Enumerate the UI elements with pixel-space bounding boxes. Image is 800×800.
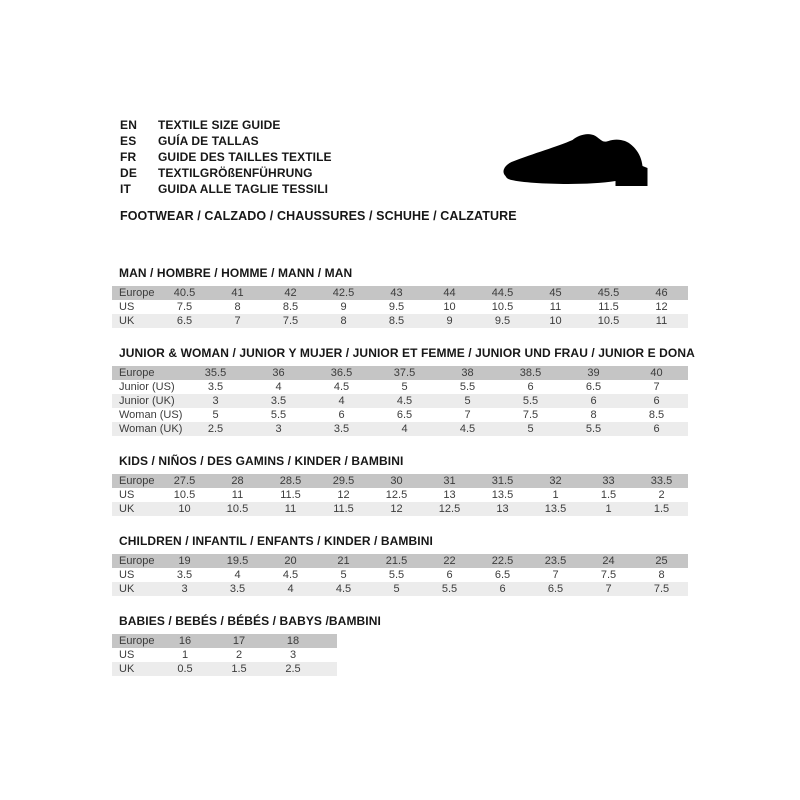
- language-code: DE: [120, 166, 138, 180]
- size-cell: 31.5: [491, 475, 514, 487]
- table-row: [112, 366, 688, 380]
- size-cell: 28.5: [279, 475, 302, 487]
- size-cell: 6: [338, 409, 345, 421]
- size-cell: 45.5: [597, 287, 620, 299]
- spacer-cell: [320, 648, 337, 662]
- table-title: CHILDREN / INFANTIL / ENFANTS / KINDER / BAMBINI: [119, 534, 433, 548]
- row-label: Junior (US): [119, 381, 175, 393]
- size-cell: 17: [232, 635, 246, 647]
- size-cell: 10.5: [226, 503, 249, 515]
- language-code: ES: [120, 134, 137, 148]
- size-cell: 7.5: [600, 569, 617, 581]
- size-cell: 12.5: [385, 489, 408, 501]
- size-table-section: [112, 454, 698, 516]
- row-label: Woman (US): [119, 409, 183, 421]
- size-cell: 25: [655, 555, 668, 567]
- size-cell: 6.5: [176, 315, 193, 327]
- size-cell: 10.5: [597, 315, 620, 327]
- row-label: Europe: [119, 287, 155, 299]
- language-code: IT: [120, 182, 132, 196]
- size-cell: 7: [464, 409, 471, 421]
- size-cell: 5: [340, 569, 347, 581]
- language-list: [120, 117, 517, 197]
- size-cell: 1: [181, 649, 189, 661]
- size-cell: 18: [286, 635, 300, 647]
- size-cell: 5.5: [585, 423, 602, 435]
- size-cell: 4: [234, 569, 241, 581]
- size-cell: 10.5: [173, 489, 196, 501]
- size-cell: 5: [393, 583, 400, 595]
- table-row: [112, 634, 337, 648]
- size-cell: 7: [653, 381, 660, 393]
- size-cell: 27.5: [173, 475, 196, 487]
- size-cell: 4.5: [335, 583, 352, 595]
- size-cell: 9: [446, 315, 453, 327]
- size-cell: 2.5: [285, 663, 301, 675]
- size-cell: 1.5: [231, 663, 247, 675]
- size-cell: 7: [234, 315, 241, 327]
- size-cell: 21.5: [385, 555, 408, 567]
- size-cell: 3.5: [229, 583, 246, 595]
- size-cell: 6.5: [396, 409, 413, 421]
- row-label: US: [119, 649, 135, 661]
- size-cell: 5.5: [388, 569, 405, 581]
- size-cell: 22.5: [491, 555, 514, 567]
- size-cell: 13: [496, 503, 509, 515]
- size-cell: 20: [284, 555, 297, 567]
- size-cell: 12: [655, 301, 668, 313]
- row-label: UK: [119, 503, 135, 515]
- size-cell: 7.5: [282, 315, 299, 327]
- size-cell: 6.5: [547, 583, 564, 595]
- size-cell: 3.5: [333, 423, 350, 435]
- size-cell: 7.5: [522, 409, 539, 421]
- size-cell: 36.5: [330, 367, 353, 379]
- language-row: [120, 133, 517, 149]
- size-cell: 6: [590, 395, 597, 407]
- size-cell: 7.5: [176, 301, 193, 313]
- size-cell: 42.5: [332, 287, 355, 299]
- spacer-cell: [320, 662, 337, 676]
- size-cell: 8: [234, 301, 241, 313]
- size-cell: 2: [235, 649, 243, 661]
- size-cell: 7: [552, 569, 559, 581]
- language-row: [120, 117, 517, 133]
- language-row: [120, 181, 517, 197]
- size-cell: 6.5: [494, 569, 511, 581]
- size-cell: 5.5: [441, 583, 458, 595]
- size-cell: 33.5: [650, 475, 673, 487]
- size-cell: 4: [275, 381, 282, 393]
- size-cell: 5: [212, 409, 219, 421]
- size-cell: 4.5: [282, 569, 299, 581]
- row-label: Europe: [119, 367, 155, 379]
- size-cell: 0.5: [177, 663, 193, 675]
- dress-shoe-silhouette-path: [504, 134, 648, 186]
- table-row: [112, 300, 688, 314]
- size-cell: 9.5: [494, 315, 511, 327]
- size-cell: 35.5: [204, 367, 227, 379]
- size-cell: 5: [464, 395, 471, 407]
- size-cell: 21: [337, 555, 350, 567]
- table-row: [112, 554, 688, 568]
- size-cell: 7: [605, 583, 612, 595]
- row-label: US: [119, 301, 135, 313]
- size-cell: 5.5: [522, 395, 539, 407]
- size-cell: 9: [340, 301, 347, 313]
- table-row: [112, 474, 688, 488]
- size-cell: 8: [340, 315, 347, 327]
- size-cell: 8.5: [388, 315, 405, 327]
- size-cell: 13.5: [491, 489, 514, 501]
- size-tables: [112, 266, 698, 694]
- size-cell: 6: [653, 423, 660, 435]
- size-cell: 12: [390, 503, 403, 515]
- language-row: [120, 149, 517, 165]
- size-cell: 37.5: [393, 367, 416, 379]
- size-cell: 2: [658, 489, 665, 501]
- size-cell: 8.5: [648, 409, 665, 421]
- size-cell: 3.5: [270, 395, 287, 407]
- size-cell: 23.5: [544, 555, 567, 567]
- size-cell: 3: [181, 583, 188, 595]
- size-cell: 4.5: [333, 381, 350, 393]
- size-cell: 42: [284, 287, 297, 299]
- size-cell: 46: [655, 287, 668, 299]
- size-cell: 4: [401, 423, 408, 435]
- size-cell: 45: [549, 287, 562, 299]
- size-cell: 2.5: [207, 423, 224, 435]
- size-cell: 6: [653, 395, 660, 407]
- size-cell: 8.5: [282, 301, 299, 313]
- language-label: GUÍA DE TALLAS: [158, 134, 259, 148]
- language-label: GUIDE DES TAILLES TEXTILE: [158, 150, 332, 164]
- size-cell: 11: [549, 301, 562, 313]
- size-table: [112, 474, 688, 516]
- size-cell: 44.5: [491, 287, 514, 299]
- size-cell: 3: [275, 423, 282, 435]
- size-cell: 3: [212, 395, 219, 407]
- size-cell: 19: [178, 555, 191, 567]
- size-cell: 4: [287, 583, 294, 595]
- table-row: [112, 568, 688, 582]
- table-row: [112, 314, 688, 328]
- row-label: US: [119, 489, 135, 501]
- size-cell: 6: [499, 583, 506, 595]
- size-table-section: [112, 266, 698, 328]
- size-cell: 4.5: [396, 395, 413, 407]
- size-cell: 11: [655, 315, 668, 327]
- size-cell: 8: [590, 409, 597, 421]
- dress-shoe-icon: [498, 131, 674, 193]
- row-label: Woman (UK): [119, 423, 183, 435]
- size-cell: 11.5: [598, 301, 619, 313]
- size-cell: 44: [443, 287, 456, 299]
- size-cell: 43: [390, 287, 403, 299]
- size-cell: 11: [284, 503, 297, 515]
- row-label: UK: [119, 663, 135, 675]
- table-title: BABIES / BEBÉS / BÉBÉS / BABYS /BAMBINI: [119, 614, 381, 628]
- table-row: [112, 648, 337, 662]
- row-label: UK: [119, 315, 135, 327]
- row-label: US: [119, 569, 135, 581]
- size-cell: 4.5: [459, 423, 476, 435]
- size-cell: 5: [401, 381, 408, 393]
- size-cell: 19.5: [226, 555, 249, 567]
- size-cell: 29.5: [332, 475, 355, 487]
- size-cell: 6.5: [585, 381, 602, 393]
- size-cell: 3: [289, 649, 297, 661]
- table-row: [112, 408, 688, 422]
- table-row: [112, 662, 337, 676]
- size-table: [112, 286, 688, 328]
- size-cell: 3.5: [207, 381, 224, 393]
- table-title: JUNIOR & WOMAN / JUNIOR Y MUJER / JUNIOR ET FEMME / JUNIOR UND FRAU / JUNIOR E DONA: [119, 346, 695, 360]
- size-table: [112, 634, 337, 676]
- size-cell: 5.5: [270, 409, 287, 421]
- size-cell: 3.5: [176, 569, 193, 581]
- language-code: EN: [120, 118, 138, 132]
- table-row: [112, 394, 688, 408]
- language-label: TEXTILGRÖßENFÜHRUNG: [158, 166, 313, 180]
- size-cell: 5.5: [459, 381, 476, 393]
- size-cell: 6: [446, 569, 453, 581]
- size-cell: 11.5: [280, 489, 301, 501]
- size-cell: 24: [602, 555, 615, 567]
- size-cell: 11.5: [333, 503, 354, 515]
- size-cell: 33: [602, 475, 615, 487]
- size-cell: 40.5: [173, 287, 196, 299]
- row-label: Europe: [119, 475, 155, 487]
- language-code: FR: [120, 150, 137, 164]
- size-cell: 1.5: [600, 489, 617, 501]
- table-row: [112, 502, 688, 516]
- size-cell: 40: [650, 367, 663, 379]
- size-table-section: [112, 346, 698, 436]
- size-table-section: [112, 614, 698, 676]
- table-row: [112, 488, 688, 502]
- size-cell: 10: [549, 315, 562, 327]
- size-cell: 32: [549, 475, 562, 487]
- size-cell: 10.5: [491, 301, 514, 313]
- size-cell: 13.5: [544, 503, 567, 515]
- size-cell: 5: [527, 423, 534, 435]
- size-table: [112, 554, 688, 596]
- table-title: MAN / HOMBRE / HOMME / MANN / MAN: [119, 266, 353, 280]
- table-row: [112, 582, 688, 596]
- size-cell: 9.5: [388, 301, 405, 313]
- row-label: Europe: [119, 635, 155, 647]
- spacer-cell: [320, 634, 337, 648]
- row-label: Junior (UK): [119, 395, 175, 407]
- size-cell: 8: [658, 569, 665, 581]
- size-cell: 28: [231, 475, 244, 487]
- size-cell: 22: [443, 555, 456, 567]
- language-label: GUIDA ALLE TAGLIE TESSILI: [158, 182, 329, 196]
- size-cell: 31: [443, 475, 456, 487]
- size-cell: 39: [587, 367, 600, 379]
- header: [120, 117, 517, 223]
- language-row: [120, 165, 517, 181]
- size-cell: 16: [178, 635, 192, 647]
- size-cell: 30: [390, 475, 403, 487]
- size-cell: 41: [231, 287, 244, 299]
- table-row: [112, 380, 688, 394]
- category-line: FOOTWEAR / CALZADO / CHAUSSURES / SCHUHE / CALZATURE: [120, 209, 517, 223]
- size-cell: 11: [231, 489, 244, 501]
- size-cell: 38: [461, 367, 474, 379]
- table-title: KIDS / NIÑOS / DES GAMINS / KINDER / BAMBINI: [119, 454, 404, 468]
- size-cell: 10: [178, 503, 191, 515]
- size-cell: 36: [272, 367, 285, 379]
- size-cell: 7.5: [653, 583, 670, 595]
- row-label: UK: [119, 583, 135, 595]
- size-cell: 1: [552, 489, 559, 501]
- size-table: [112, 366, 688, 436]
- size-cell: 10: [443, 301, 456, 313]
- size-table-section: [112, 534, 698, 596]
- size-cell: 12: [337, 489, 350, 501]
- size-cell: 12.5: [438, 503, 461, 515]
- size-cell: 13: [443, 489, 456, 501]
- table-row: [112, 286, 688, 300]
- table-row: [112, 422, 688, 436]
- row-label: Europe: [119, 555, 155, 567]
- language-label: TEXTILE SIZE GUIDE: [158, 118, 281, 132]
- size-cell: 4: [338, 395, 345, 407]
- size-cell: 38.5: [519, 367, 542, 379]
- size-cell: 1.5: [653, 503, 670, 515]
- size-cell: 1: [605, 503, 612, 515]
- size-cell: 6: [527, 381, 534, 393]
